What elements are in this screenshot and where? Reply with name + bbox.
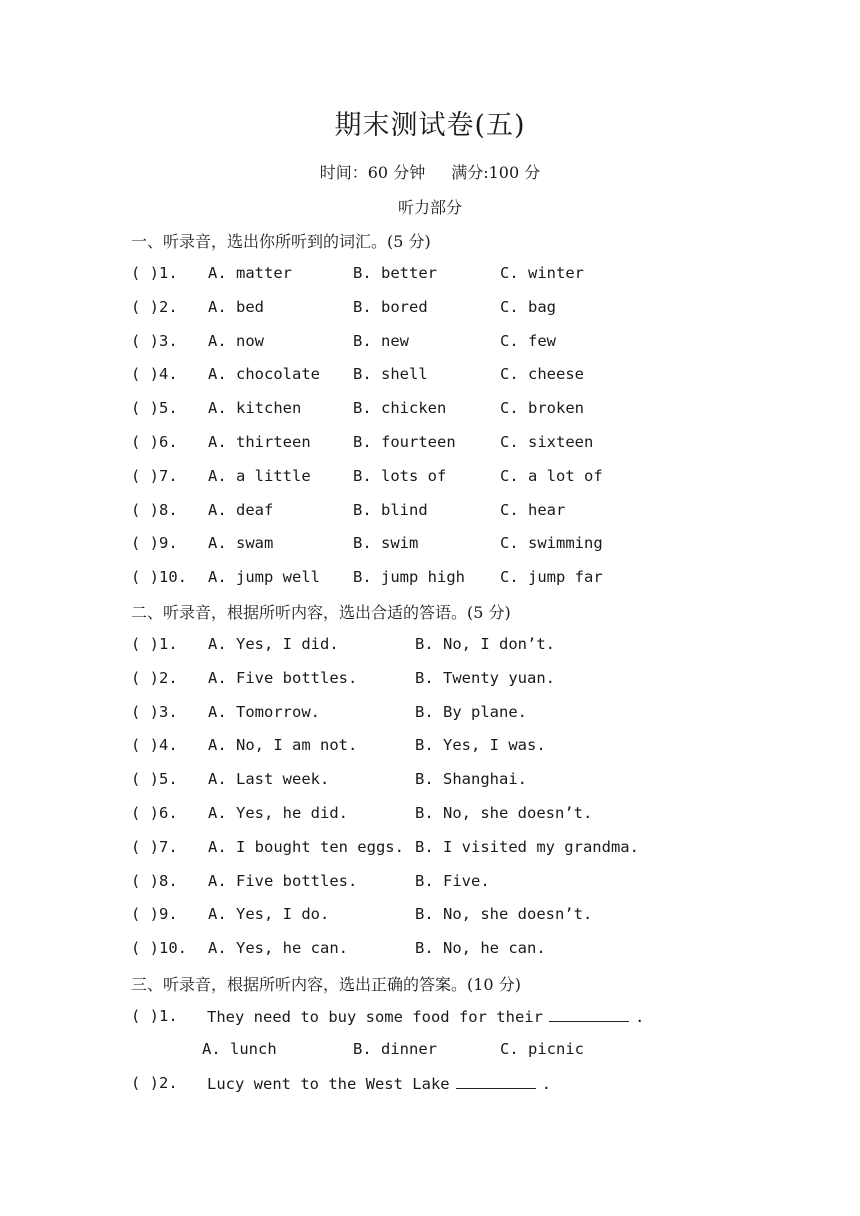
option-a: A. I bought ten eggs. (208, 837, 404, 856)
s2-question-row (131, 804, 851, 828)
option-a: A. now (208, 331, 264, 350)
question-number: ( )1. (131, 635, 178, 653)
section-2-heading: 二、听录音，根据所听内容，选出合适的答语。(5 分) (131, 603, 511, 622)
option-c: C. picnic (500, 1040, 584, 1058)
option-a: A. a little (208, 466, 311, 485)
s2-question-row (131, 905, 851, 929)
option-b: B. jump high (353, 568, 465, 587)
option-a: A. Last week. (208, 770, 330, 789)
s1-question-row (131, 332, 851, 356)
option-a: A. No, I am not. (208, 736, 358, 755)
s1-question-row (131, 467, 851, 491)
option-b: B. No, I don’t. (415, 635, 555, 653)
question-number: ( )9. (131, 905, 178, 924)
question-number: ( )6. (131, 433, 178, 451)
option-a: A. deaf (208, 500, 274, 519)
question-stem: Lucy went to the West Lake (207, 1075, 450, 1093)
s2-question-row (131, 669, 851, 693)
question-number: ( )4. (131, 736, 178, 755)
question-number: ( )5. (131, 770, 178, 789)
option-b: B. better (353, 264, 437, 282)
option-b: B. lots of (353, 466, 447, 485)
option-b: B. No, he can. (415, 939, 546, 958)
s2-question-row (131, 770, 851, 794)
time-limit: 时间：60 分钟 (319, 163, 426, 182)
option-a: A. Five bottles. (208, 668, 358, 687)
section-3-heading: 三、听录音，根据所听内容，选出正确的答案。(10 分) (131, 975, 521, 994)
s1-question-row (131, 501, 851, 525)
question-number: ( )6. (131, 804, 178, 822)
s3-question-2: ( )2. Lucy went to the West Lake . (131, 1074, 551, 1093)
s2-question-row (131, 703, 851, 727)
option-c: C. sixteen (500, 433, 594, 451)
option-b: B. No, she doesn’t. (415, 905, 593, 924)
option-a: A. lunch (202, 1040, 277, 1058)
s2-question-row (131, 939, 851, 963)
question-number: ( )2. (131, 1074, 178, 1092)
question-number: ( )10. (131, 568, 187, 587)
option-b: B. new (353, 331, 409, 350)
option-b: B. blind (353, 500, 428, 519)
option-c: C. winter (500, 264, 584, 282)
question-number: ( )5. (131, 399, 178, 418)
option-c: C. cheese (500, 365, 584, 384)
question-number: ( )3. (131, 331, 178, 350)
s1-question-row (131, 568, 851, 592)
option-a: A. Five bottles. (208, 871, 358, 890)
question-stem: They need to buy some food for their (207, 1008, 543, 1026)
question-number: ( )9. (131, 534, 178, 553)
option-b: B. Five. (415, 871, 490, 890)
option-b: B. Yes, I was. (415, 736, 546, 755)
option-b: B. bored (353, 297, 428, 316)
part-title: 听力部分 (397, 198, 462, 217)
option-a: A. kitchen (208, 399, 302, 418)
s2-question-row (131, 872, 851, 896)
full-score: 满分:100 分 (451, 163, 541, 182)
option-a: A. jump well (208, 568, 320, 587)
exam-title: 期末测试卷(五) (334, 110, 526, 141)
s1-question-row (131, 399, 851, 423)
option-c: C. swimming (500, 534, 603, 553)
question-number: ( )8. (131, 871, 178, 890)
question-number: ( )2. (131, 668, 178, 687)
s1-question-row (131, 534, 851, 558)
option-b: B. swim (353, 534, 419, 553)
option-a: A. thirteen (208, 433, 311, 451)
option-b: B. chicken (353, 399, 447, 418)
option-c: C. jump far (500, 568, 603, 587)
option-b: B. Twenty yuan. (415, 668, 555, 687)
option-b: B. By plane. (415, 702, 527, 721)
option-c: C. a lot of (500, 466, 603, 485)
s2-question-row (131, 635, 851, 659)
option-c: C. hear (500, 500, 566, 519)
s2-question-row (131, 736, 851, 760)
option-a: A. bed (208, 297, 264, 316)
option-a: A. Tomorrow. (208, 702, 320, 721)
option-b: B. I visited my grandma. (415, 837, 639, 856)
s3-question-1: ( )1. They need to buy some food for their . (131, 1007, 645, 1026)
question-number: ( )1. (131, 1007, 178, 1025)
s2-question-row (131, 838, 851, 862)
section-1-heading: 一、听录音，选出你所听到的词汇。(5 分) (131, 232, 431, 251)
question-number: ( )8. (131, 500, 178, 519)
question-number: ( )3. (131, 702, 178, 721)
option-c: C. broken (500, 399, 584, 418)
option-c: C. few (500, 331, 556, 350)
s1-question-row (131, 365, 851, 389)
answer-blank (456, 1074, 536, 1089)
option-a: A. Yes, he did. (208, 804, 348, 822)
s3-question-1-options (131, 1040, 851, 1064)
option-b: B. shell (353, 365, 428, 384)
option-a: A. chocolate (208, 365, 320, 384)
question-number: ( )1. (131, 264, 178, 282)
option-b: B. fourteen (353, 433, 456, 451)
answer-blank (549, 1007, 629, 1022)
option-a: A. Yes, he can. (208, 939, 348, 958)
option-a: A. Yes, I did. (208, 635, 339, 653)
option-b: B. No, she doesn’t. (415, 804, 593, 822)
option-a: A. matter (208, 264, 292, 282)
option-a: A. Yes, I do. (208, 905, 330, 924)
option-b: B. Shanghai. (415, 770, 527, 789)
option-b: B. dinner (353, 1040, 437, 1058)
s1-question-row (131, 298, 851, 322)
option-c: C. bag (500, 297, 556, 316)
option-a: A. swam (208, 534, 274, 553)
s1-question-row (131, 264, 851, 288)
s1-question-row (131, 433, 851, 457)
question-number: ( )10. (131, 939, 187, 958)
exam-meta (0, 160, 860, 183)
question-number: ( )7. (131, 837, 178, 856)
question-number: ( )2. (131, 297, 178, 316)
question-number: ( )4. (131, 365, 178, 384)
question-number: ( )7. (131, 466, 178, 485)
